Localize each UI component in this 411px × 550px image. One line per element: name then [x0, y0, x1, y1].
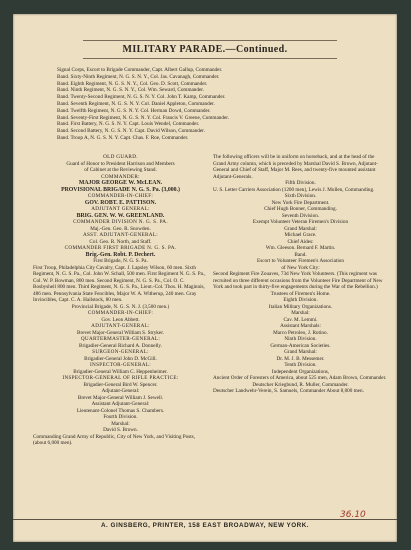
- right-line: Chief Aides:: [287, 238, 314, 245]
- intro-line: Band. Twelfth Regiment, N. G. S. N. Y. Col. Herman Dowd, Commander.: [57, 107, 211, 114]
- left-line: Maj.-Gen. Geo. R. Snowden.: [90, 225, 151, 232]
- left-line: Adjutant-General:: [101, 388, 140, 394]
- left-line: Brigadier-General Richard A. Donnelly.: [79, 342, 162, 349]
- left-line: Fourth Division.: [103, 414, 138, 420]
- right-line: Italian Military Organizations.: [268, 303, 333, 310]
- left-line: Assistant Adjutant-General:: [91, 401, 150, 407]
- left-line: Brigadier-General John D. McGill.: [84, 355, 157, 362]
- left-line: ASST. ADJUTANT-GENERAL:: [82, 232, 159, 238]
- right-line: Tenth Division.: [284, 362, 317, 368]
- right-line: Cav. M. Lemmi.: [283, 316, 318, 323]
- right-column: [213, 154, 388, 395]
- page-title: MILITARY PARADE.—Continued.: [122, 44, 288, 55]
- right-line: Second Regiment Fire Zouaves, 73d New York Volunteers. (This regiment was recruited on three different occasions from the Volunteer Fire Department of New York and took part in thirty-five engagements during the War of the Rebellion.): [213, 271, 383, 290]
- intro-line: Band. Seventy-First Regiment, N. G. S. N. Y. Col. Francis V. Greene, Commander.: [57, 114, 229, 121]
- title-rule-bottom: [83, 58, 337, 59]
- left-line: MAJOR GEORGE W. McLEAN.: [78, 180, 163, 186]
- left-line: Brigadier-General William C. Heppenheimer.: [73, 368, 168, 375]
- right-line: Eighth Division.: [283, 297, 318, 303]
- left-line: Brigadier-General Bird W. Spencer.: [83, 381, 158, 388]
- right-line: Marshal:: [291, 310, 310, 316]
- left-line: First Brigade, N. G. S. Pa.: [93, 258, 148, 264]
- right-line: Independent Organizations,: [271, 368, 330, 375]
- intro-line: Band. Eighth Regiment, N. G. S. N. Y., Col. Geo. D. Scott, Commander.: [57, 80, 208, 87]
- right-line: Exempt Volunteer Veteran Firemen's Division: [252, 219, 349, 225]
- right-line: Trustees of Firemen's Home.: [270, 290, 331, 297]
- left-line: of Cabinet at the Reviewing Stand.: [84, 167, 157, 173]
- left-line: GOV. ROBT. E. PATTISON.: [84, 199, 157, 206]
- left-line: COMMANDER DIVISION N. G. S. PA.: [73, 219, 168, 225]
- right-line: Wm. Gleeson. Bernard F. Martin.: [265, 245, 336, 251]
- intro-line: Band. Seventh Regiment, N. G. S. N. Y. Col. Daniel Appleton, Commander.: [57, 100, 215, 107]
- left-line: Brig.-Gen. Robt. P. Dechert.: [85, 251, 156, 258]
- left-line: Col. Geo. R. North, and Staff.: [89, 238, 152, 245]
- right-line: Assistant Marshals:: [280, 323, 321, 329]
- left-line: BRIG. GEN. W. W. GREENLAND.: [76, 212, 165, 219]
- left-line: COMMANDER:: [101, 173, 140, 180]
- right-line: Grand Marshal:: [284, 349, 317, 355]
- left-line: PROVISIONAL BRIGADE N. G. S. Pa. (3,000.): [61, 186, 180, 193]
- document-page: [13, 14, 397, 542]
- right-line: Band.: [294, 251, 307, 258]
- right-line: Deutscher Kriegbund, R. Muller, Commander.: [252, 381, 349, 388]
- left-line: Marshal:: [111, 420, 130, 427]
- left-line: Brevet Major-General William S. Stryker.: [77, 329, 164, 336]
- left-line: Commanding Grand Army of Republic, City of New York, and Visiting Posts, (about 6,000 men).: [33, 433, 195, 446]
- left-line: David S. Brown.: [103, 427, 138, 433]
- left-line: Gov. Leon Abbett.: [101, 316, 140, 323]
- left-line: COMMANDER-IN-CHIEF:: [87, 193, 154, 199]
- right-line: Sixth Division.: [284, 193, 317, 199]
- right-line: Deutscher Landwehr-Verein, S. Samuels, Commander About 8,000 men.: [213, 388, 364, 394]
- left-line: ADJUTANT-GENERAL:: [91, 323, 150, 329]
- intro-line: Band. Sixty-Ninth Regiment, N. G. S. N. Y., Col. Jas. Cavanagh, Commander.: [57, 73, 220, 80]
- right-line: New York Fire Department.: [271, 199, 330, 206]
- right-line: U. S. Letter Carriers Association (1200 men), Lewis J. Mullen, Commanding.: [213, 186, 375, 193]
- intro-line: Band. First Battery, N. G. S. N. Y. Capt. Louis Wendel, Commander.: [57, 121, 200, 128]
- right-line: German-American Societies.: [270, 342, 331, 349]
- left-line: ADJUTANT GENERAL:: [91, 206, 150, 212]
- right-line: Michael Grace.: [284, 232, 317, 238]
- right-line: Marco Petroleo, J. Rotino.: [273, 329, 328, 336]
- left-line: QUARTERMASTER-GENERAL:: [80, 336, 161, 342]
- intro-line: Band. Second Battery, N. G. S. N. Y. Capt. David Wilson, Commander.: [57, 128, 205, 135]
- title-rule-top: [83, 40, 337, 41]
- left-line: COMMANDER-IN-CHIEF:: [87, 310, 154, 316]
- left-line: First Troop, Philadelphia City Cavalry, Capt. J. Lapsley Wilson, 60 men. Sixth Regiment, N. G. S. Pa., Col. John W. Schall, 500 men. First Regiment N. G. S. Pa., Col. W. P. Bowman, 800 men. Second Regiment, N. G. S. Pa., Col. O. C. Bosbyshell 800 men. Third Regiment, N. G. S. Pa., Lieut.-Col. Thos. H. Maginnis, 486 men. Pennsylvania State Fencibles, Major W. A. Witherup, 240 men. Gray Invincibles, Capt. C. A. Hailstock, 80 men.: [33, 264, 206, 303]
- right-line: Grand Marshal:: [284, 225, 317, 232]
- left-line: Brevet Major-General William J. Sewell.: [77, 394, 164, 401]
- right-line: Seventh Division.: [281, 212, 320, 219]
- left-line: SURGEON-GENERAL:: [92, 349, 149, 355]
- intro-list: [57, 67, 381, 142]
- pencil-note: 36.10: [340, 510, 366, 520]
- left-line: Provincial Brigade, N. G. S. N. J. (3,500 men.): [71, 303, 170, 310]
- left-line: Guard of Honor to President Harrison and Members: [66, 160, 175, 167]
- left-line: Lieutenant-Colonel Thomas S. Chambers.: [76, 407, 165, 414]
- right-line: The following officers will be in uniform on horseback, and at the head of the Grand Army column, which is preceded by Marshal David S. Brown, Adjutant-General and Chief of Staff, Major M. Rees, and twenty-five mounted assistant Adjutant-Generals.: [213, 154, 378, 180]
- right-line: of New York City:: [281, 264, 320, 271]
- left-column: [33, 154, 208, 447]
- left-line: INSPECTOR-GENERAL:: [90, 362, 151, 368]
- intro-line: Band. Ninth Regiment, N. G. S. N. Y., Col. Wm. Seward, Commander.: [57, 87, 205, 94]
- right-line: Ancient Order of Foresters of America, about 525 men, Adam Brown, Commander.: [213, 375, 387, 381]
- left-line: OLD GUARD.: [103, 154, 138, 160]
- left-line: INSPECTOR-GENERAL OF RIFLE PRACTICE:: [62, 375, 179, 381]
- right-line: Escort to Volunteer Firemen's Association: [257, 258, 344, 264]
- right-line: Fifth Division.: [285, 180, 316, 186]
- intro-line: Band. Twenty-Second Regiment, N. G. S. N. Y. Col. John T. Kamp, Commander.: [57, 94, 226, 101]
- right-line: Ninth Division.: [284, 336, 317, 342]
- intro-line: Band. Troop A, N. G. S. N. Y. Capt. Chas. F. Roe, Commander.: [57, 134, 189, 141]
- right-line: Dr. M. J. B. Messemer.: [276, 355, 325, 362]
- printer-footer: A. GINSBERG, PRINTER, 158 EAST BROADWAY, NEW YORK.: [101, 522, 309, 529]
- intro-line: Signal Corps, Escort to Brigade Commander, Capt. Albert Gallup, Commander.: [57, 67, 223, 73]
- left-line: COMMANDER FIRST BRIGADE N. G. S. PA.: [64, 245, 177, 251]
- right-line: Chief Hugh Bonner, Commanding.: [264, 206, 337, 212]
